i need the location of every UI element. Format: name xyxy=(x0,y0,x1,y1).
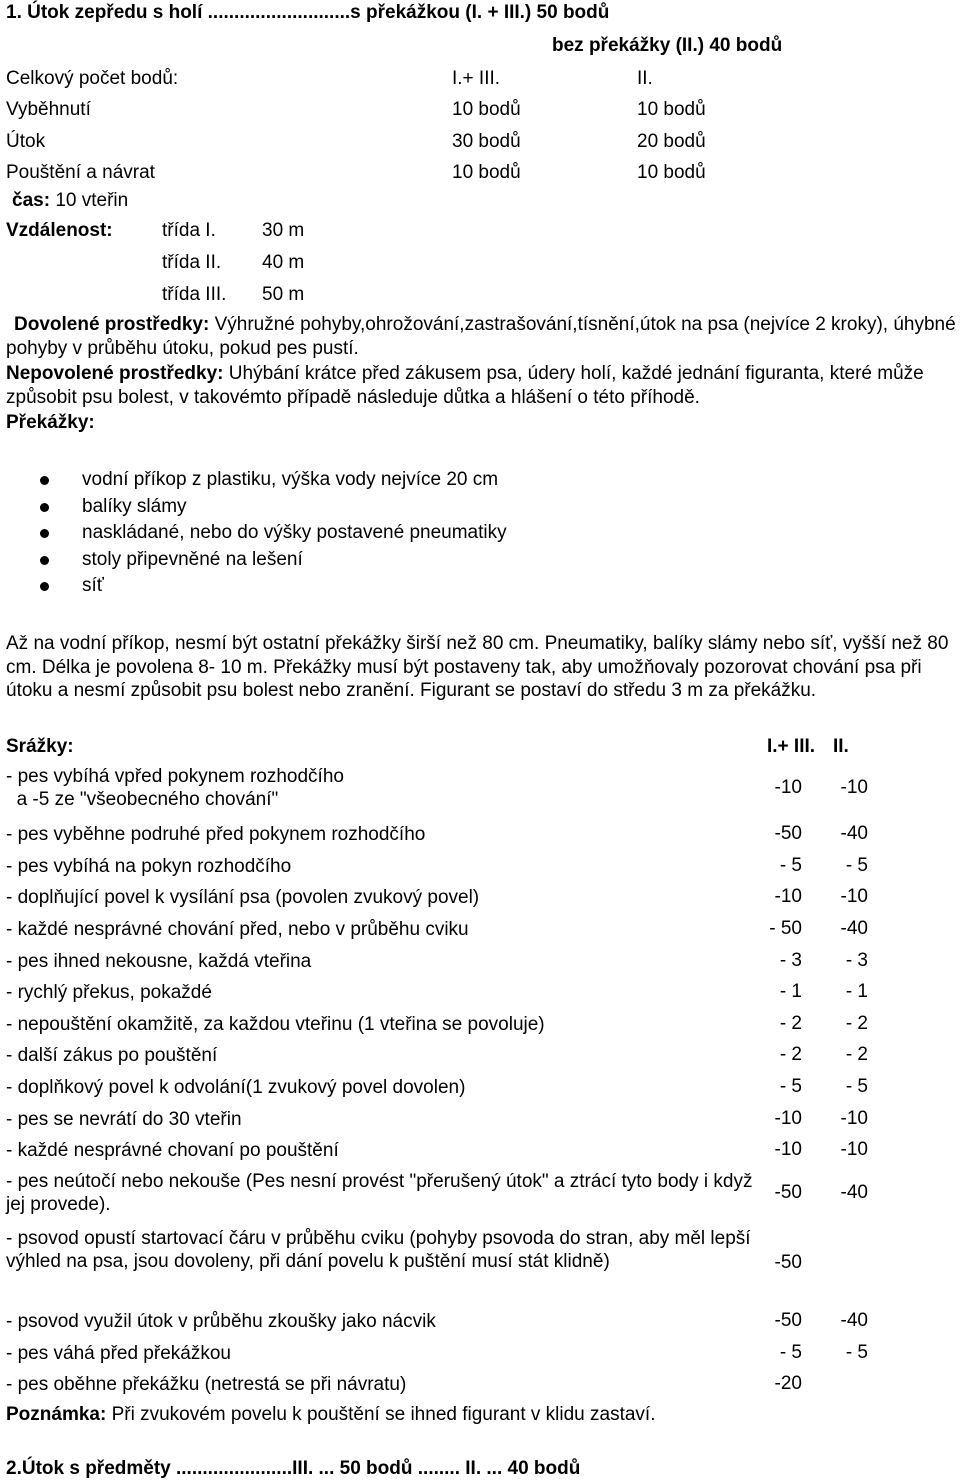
penalty-value-col2: -10 xyxy=(840,1139,868,1160)
penalty-value-col1: -10 xyxy=(774,1108,802,1129)
penalty-value-col1: -10 xyxy=(774,1139,802,1160)
distance-value: 40 m xyxy=(262,252,305,273)
penalty-text: - každé nesprávné chovaní po pouštění xyxy=(6,1140,339,1161)
penalty-text: - doplňkový povel k odvolání(1 zvukový povel dovolen) xyxy=(6,1077,466,1098)
note-label: Poznámka: xyxy=(6,1404,107,1425)
section1-title: 1. Útok zepředu s holí ...........................s překážkou (I. + III.) 50 bodů xyxy=(6,2,610,23)
bullet-icon xyxy=(40,503,49,512)
penalty-value-col2: - 2 xyxy=(845,1013,868,1034)
penalty-value-col1: - 5 xyxy=(779,855,802,876)
penalty-text: - pes ihned nekousne, každá vteřina xyxy=(6,951,312,972)
time-value: 10 vteřin xyxy=(55,190,129,211)
penalties-col2-header: II. xyxy=(833,736,849,757)
penalty-value-col1: -50 xyxy=(774,823,802,844)
distance-class: třída I. xyxy=(162,220,216,241)
distance-class: třída III. xyxy=(162,284,227,305)
penalty-value-col2: - 2 xyxy=(845,1044,868,1065)
penalty-text: - psovod opustí startovací čáru v průběhu cviku (pohyby psovoda do stran, aby měl lepší výhled na psa, jsou dovoleny, při dání povelu k puštění musí stát klidně) xyxy=(6,1228,756,1272)
col1-header: I.+ III. xyxy=(452,68,501,89)
forbidden-label: Nepovolené prostředky: xyxy=(6,363,224,384)
forbidden-paragraph xyxy=(6,362,956,409)
penalties-label: Srážky: xyxy=(6,736,74,757)
distance-class: třída II. xyxy=(162,252,222,273)
score-row-v2: 10 bodů xyxy=(637,99,706,120)
penalty-value-col1: - 2 xyxy=(779,1044,802,1065)
penalty-text: - pes vybíhá na pokyn rozhodčího xyxy=(6,856,292,877)
total-points-label: Celkový počet bodů: xyxy=(6,68,179,89)
penalty-value-col1: - 5 xyxy=(779,1342,802,1363)
penalty-value-col2: -40 xyxy=(840,823,868,844)
penalty-text: - pes neútočí nebo nekouše (Pes nesní provést "přerušený útok" a ztrácí tyto body i když jej provede). xyxy=(6,1171,758,1215)
penalty-value-col1: - 5 xyxy=(779,1076,802,1097)
penalty-text: - pes se nevrátí do 30 vteřin xyxy=(6,1109,242,1130)
score-row-v2: 10 bodů xyxy=(637,162,706,183)
score-row-label: Vyběhnutí xyxy=(6,99,91,120)
penalty-value-col1: -50 xyxy=(774,1252,802,1273)
forbidden-text: Uhýbání krátce před zákusem psa, údery holí, každé jednání figuranta, které může způsobit psu bolest, v takovémto případě následuje důtka a hlášení o této příhodě. xyxy=(6,363,924,408)
obstacle-note: Až na vodní příkop, nesmí být ostatní překážky širší než 80 cm. Pneumatiky, balíky slámy nebo síť, vyšší než 80 cm. Délka je povolena 8- 10 m. Překážky musí být postaveny tak, aby umožňovaly pozorovat chování psa při útoku a nesmí způsobit psu bolest nebo zranění. Figurant se postaví do středu 3 m za překážku. xyxy=(6,633,949,701)
obstacle-item: stoly připevněné na lešení xyxy=(82,549,303,570)
penalties-col1-header: I.+ III. xyxy=(767,736,816,757)
section2-title: 2.Útok s předměty ......................III. ... 50 bodů ........ II. ... 40 bodů xyxy=(6,1458,581,1479)
score-row-label: Pouštění a návrat xyxy=(6,162,155,183)
score-row-label: Útok xyxy=(6,131,46,152)
penalty-text: - každé nesprávné chování před, nebo v průběhu cviku xyxy=(6,919,469,940)
penalty-value-col1: -10 xyxy=(774,886,802,907)
penalty-text: - psovod využil útok v průběhu zkoušky jako nácvik xyxy=(6,1311,436,1332)
penalty-value-col1: - 3 xyxy=(779,950,802,971)
obstacle-item: vodní příkop z plastiku, výška vody nejvíce 20 cm xyxy=(82,469,499,490)
penalty-text: - pes vybíhá vpřed pokynem rozhodčího a -5 ze "všeobecného chování" xyxy=(6,766,344,810)
penalty-value-col2: - 5 xyxy=(845,855,868,876)
penalty-value-col2: - 5 xyxy=(845,1342,868,1363)
penalty-value-col1: - 50 xyxy=(769,918,802,939)
penalty-value-col2: -40 xyxy=(840,918,868,939)
penalty-value-col2: -40 xyxy=(840,1182,868,1203)
section1-title-line2: bez překážky (II.) 40 bodů xyxy=(552,35,783,56)
penalty-value-col2: -10 xyxy=(840,777,868,798)
penalty-value-col1: -50 xyxy=(774,1310,802,1331)
penalty-text: - pes oběhne překážku (netrestá se při návratu) xyxy=(6,1374,407,1395)
obstacle-item: síť xyxy=(82,575,104,596)
distance-value: 30 m xyxy=(262,220,305,241)
penalty-value-col1: - 2 xyxy=(779,1013,802,1034)
time-label: čas: xyxy=(12,190,51,211)
penalty-value-col1: -10 xyxy=(774,777,802,798)
allowed-text: Výhružné pohyby,ohrožování,zastrašování,tísnění,útok na psa (nejvíce 2 kroky), úhybné pohyby v průběhu útoku, pokud pes pustí. xyxy=(6,314,956,359)
bullet-icon xyxy=(40,582,49,591)
penalty-value-col2: -10 xyxy=(840,1108,868,1129)
time-line xyxy=(12,190,128,213)
score-row-v1: 10 bodů xyxy=(452,162,521,183)
penalty-value-col2: -10 xyxy=(840,886,868,907)
obstacles-label: Překážky: xyxy=(6,412,95,433)
penalty-value-col2: - 1 xyxy=(845,981,868,1002)
col2-header: II. xyxy=(637,68,653,89)
bullet-icon xyxy=(40,556,49,565)
distance-value: 50 m xyxy=(262,284,305,305)
penalty-text: - pes vyběhne podruhé před pokynem rozhodčího xyxy=(6,824,426,845)
bullet-icon xyxy=(40,476,49,485)
note-text: Při zvukovém povelu k pouštění se ihned figurant v klidu zastaví. xyxy=(111,1404,656,1425)
obstacle-item: naskládané, nebo do výšky postavené pneumatiky xyxy=(82,522,507,543)
penalty-text: - doplňující povel k vysílání psa (povolen zvukový povel) xyxy=(6,887,480,908)
penalty-text: - pes váhá před překážkou xyxy=(6,1343,231,1364)
obstacle-item: balíky slámy xyxy=(82,496,187,517)
penalty-value-col1: -20 xyxy=(774,1373,802,1394)
penalty-text: - rychlý překus, pokaždé xyxy=(6,982,212,1003)
penalty-value-col1: -50 xyxy=(774,1182,802,1203)
bullet-icon xyxy=(40,529,49,538)
penalty-value-col2: -40 xyxy=(840,1310,868,1331)
distance-label: Vzdálenost: xyxy=(6,220,113,241)
penalty-value-col2: - 3 xyxy=(845,950,868,971)
penalty-text: - nepouštění okamžitě, za každou vteřinu (1 vteřina se povoluje) xyxy=(6,1014,545,1035)
allowed-label: Dovolené prostředky: xyxy=(14,314,210,335)
score-row-v1: 10 bodů xyxy=(452,99,521,120)
score-row-v2: 20 bodů xyxy=(637,131,706,152)
penalty-text: - další zákus po pouštění xyxy=(6,1045,218,1066)
note-line xyxy=(6,1404,656,1427)
score-row-v1: 30 bodů xyxy=(452,131,521,152)
allowed-paragraph xyxy=(6,313,956,360)
penalty-value-col2: - 5 xyxy=(845,1076,868,1097)
penalty-value-col1: - 1 xyxy=(779,981,802,1002)
